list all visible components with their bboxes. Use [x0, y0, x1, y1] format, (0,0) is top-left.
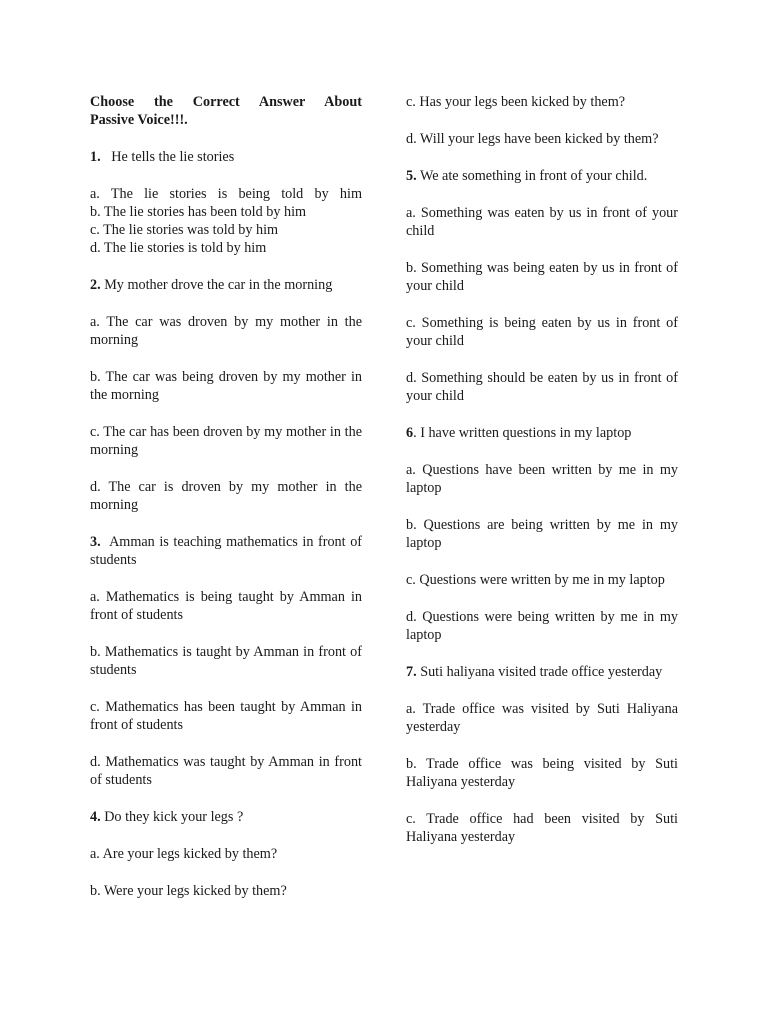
option-b: b. Questions are being written by me in my laptop: [406, 517, 678, 551]
option-d: d. Mathematics was taught by Amman in front of students: [90, 754, 362, 788]
question-number: 1.: [90, 149, 101, 165]
question-text: My mother drove the car in the morning: [104, 277, 333, 293]
option-c: c. Something is being eaten by us in front of your child: [406, 315, 678, 349]
option-c: c. Has your legs been kicked by them?: [406, 94, 626, 110]
question-number: 4.: [90, 809, 101, 825]
option-b: b. Mathematics is taught by Amman in front of students: [90, 644, 362, 678]
title-line-2: Passive Voice!!!.: [90, 112, 188, 128]
question-text: We ate something in front of your child.: [419, 168, 648, 184]
option-b: b. Something was being eaten by us in front of your child: [406, 260, 678, 294]
question-1: [90, 148, 362, 166]
question-2: [90, 276, 362, 294]
option-c: c. Questions were written by me in my laptop: [406, 572, 665, 588]
option-a: a. The lie stories is being told by him: [90, 186, 362, 202]
option-b: b. The lie stories has been told by him: [90, 204, 307, 220]
option-d: d. The car is droven by my mother in the morning: [90, 479, 362, 513]
question-text: Amman is teaching mathematics in front of students: [90, 534, 363, 568]
question-4: [90, 808, 362, 826]
option-d: d. The lie stories is told by him: [90, 240, 267, 256]
question-number: 2.: [90, 277, 101, 293]
question-number: 6: [406, 425, 414, 441]
question-number: 5.: [406, 168, 417, 184]
option-a: a. Are your legs kicked by them?: [90, 846, 278, 862]
question-number: 3.: [90, 534, 101, 550]
question-text: . I have written questions in my laptop: [413, 425, 632, 441]
question-7: [406, 663, 678, 681]
option-b: b. Were your legs kicked by them?: [90, 883, 287, 899]
option-b: b. Trade office was being visited by Suti Haliyana yesterday: [406, 756, 678, 790]
option-c: c. The lie stories was told by him: [90, 222, 279, 238]
option-c: c. The car has been droven by my mother in the morning: [90, 424, 362, 458]
option-d: d. Something should be eaten by us in front of your child: [406, 370, 678, 404]
question-1-options: [90, 185, 362, 257]
option-c: c. Mathematics has been taught by Amman in front of students: [90, 699, 362, 733]
option-a: a. The car was droven by my mother in the morning: [90, 314, 362, 348]
question-number: 7.: [406, 664, 417, 680]
question-3: [90, 533, 362, 569]
question-6: [406, 424, 678, 442]
question-5: [406, 167, 678, 185]
option-a: a. Trade office was visited by Suti Haliyana yesterday: [406, 701, 678, 735]
option-a: a. Something was eaten by us in front of your child: [406, 205, 678, 239]
option-a: a. Questions have been written by me in my laptop: [406, 462, 678, 496]
option-d: d. Questions were being written by me in my laptop: [406, 609, 678, 643]
question-text: He tells the lie stories: [111, 149, 235, 165]
option-a: a. Mathematics is being taught by Amman in front of students: [90, 589, 362, 623]
option-b: b. The car was being droven by my mother in the morning: [90, 369, 362, 403]
left-column: [90, 93, 362, 919]
question-text: Do they kick your legs ?: [104, 809, 244, 825]
question-text: Suti haliyana visited trade office yesterday: [420, 664, 663, 680]
option-c: c. Trade office had been visited by Suti Haliyana yesterday: [406, 811, 678, 845]
right-column: [406, 93, 678, 865]
worksheet-title: [90, 93, 362, 129]
title-line-1: Choose the Correct Answer About: [90, 94, 362, 110]
option-d: d. Will your legs have been kicked by them?: [406, 131, 659, 147]
